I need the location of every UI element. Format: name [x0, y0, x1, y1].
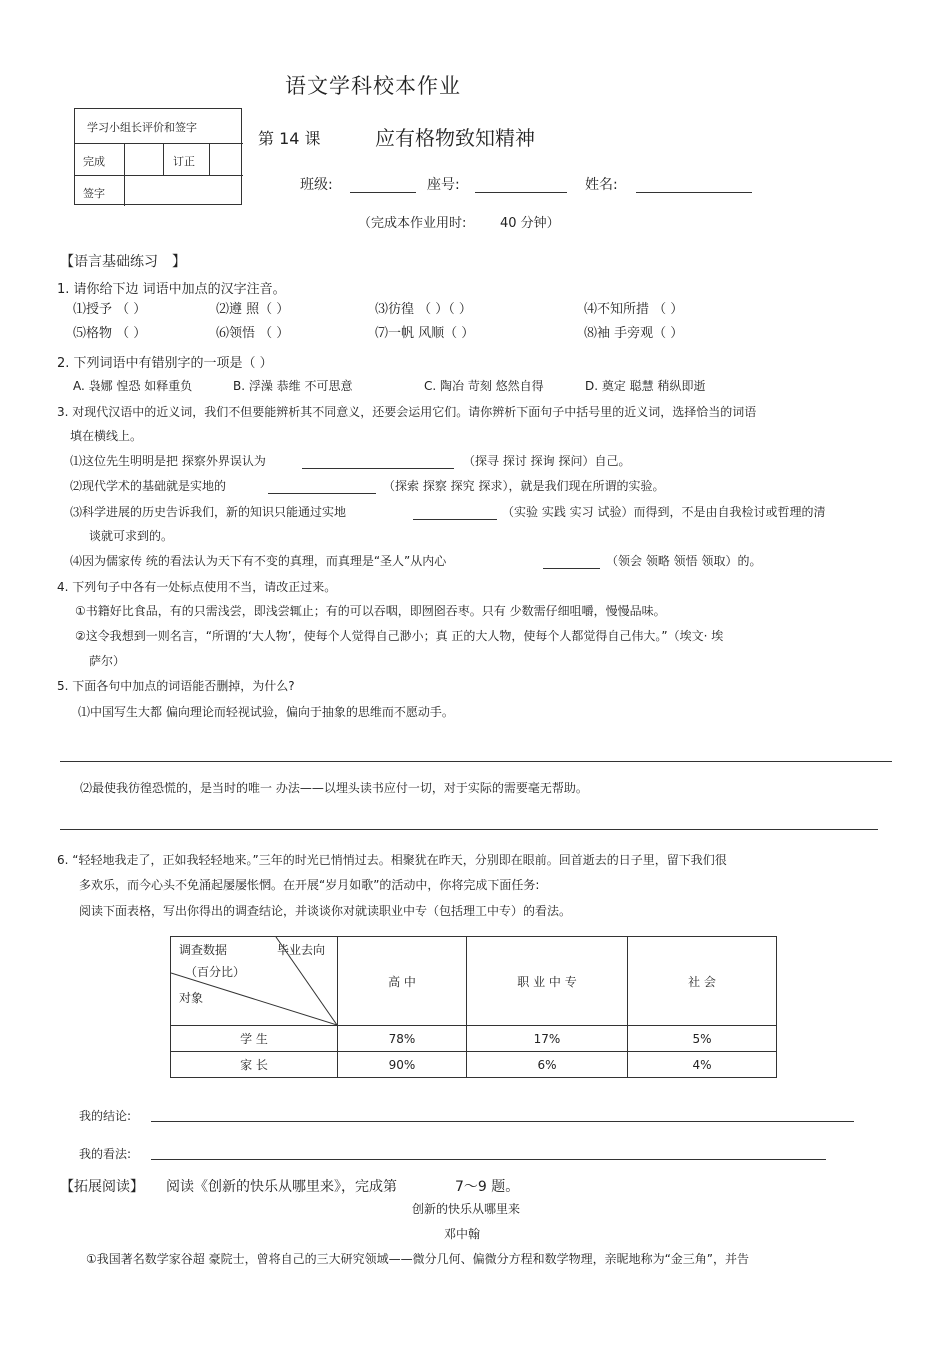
survey-table: [170, 936, 777, 1078]
q3-sentence3-b: （实验 实践 实习 试验）而得到，不是由自我检讨或哲理的清: [502, 505, 826, 519]
q5-sentence2: ⑵最使我彷徨恐慌的，是当时的唯一 办法——以埋头读书应付一切，对于实际的需要毫无帮助。: [80, 781, 588, 795]
q3-sentence3-c: 谈就可求到的。: [89, 529, 174, 543]
table-row-label: 家 长: [171, 1052, 338, 1078]
seat-field[interactable]: [475, 192, 567, 193]
conclusion-label: 我的结论:: [79, 1109, 132, 1123]
reading-instruction-b: 7～9 题。: [455, 1179, 520, 1195]
name-label: 姓名:: [585, 177, 618, 193]
q3-sentence3-a: ⑶科学进展的历史告诉我们，新的知识只能通过实地: [70, 505, 347, 519]
q4-sentence2: ②这令我想到一则名言，“所谓的‘大人物’，使每个人觉得自己渺小；真 正的大人物，使每个人都觉得自己伟大。”（埃文· 埃: [75, 629, 724, 643]
q4-sentence2-end: 萨尔）: [89, 654, 126, 668]
q2-option-b[interactable]: B. 浮澡 恭维 不可思意: [233, 379, 353, 393]
q1-item: ⑻袖 手旁观（ ）: [584, 326, 684, 341]
q3-blank-2[interactable]: [268, 493, 376, 494]
q3-blank-1[interactable]: [302, 468, 454, 469]
opinion-field[interactable]: [151, 1159, 826, 1160]
table-cell: 78%: [338, 1026, 467, 1052]
q6-line2: 多欢乐，而今心头不免涌起屡屡怅惘。在开展“岁月如歌”的活动中，你将完成下面任务:: [79, 878, 540, 892]
table-cell: 90%: [338, 1052, 467, 1078]
name-field[interactable]: [636, 192, 752, 193]
q3-prompt-line2: 填在横线上。: [70, 429, 143, 443]
section-heading-basics: 【语言基础练习 】: [60, 254, 186, 270]
table-header-cell: 职 业 中 专: [467, 937, 628, 1026]
q1-item: ⑵遵 照（ ）: [216, 302, 290, 317]
q2-option-a[interactable]: A. 袅娜 惶恐 如释重负: [73, 379, 193, 393]
table-cell: 4%: [628, 1052, 777, 1078]
class-label: 班级:: [300, 177, 333, 193]
q1-item: ⑺一帆 风顺（ ）: [375, 326, 475, 341]
q2-option-d[interactable]: D. 奠定 聪慧 稍纵即逝: [585, 379, 706, 393]
q4-prompt: 4. 下列句子中各有一处标点使用不当，请改正过来。: [57, 580, 337, 594]
q5-answer-line-2[interactable]: [60, 829, 878, 830]
article-paragraph-1: ①我国著名数学家谷超 豪院士，曾将自己的三大研究领域——微分几何、偏微分方程和数学物理，亲昵地称为“金三角”，并告: [86, 1252, 750, 1266]
time-note-prefix: （完成本作业用时:: [358, 216, 467, 231]
q1-prompt: 1. 请你给下边 词语中加点的汉字注音。: [57, 282, 286, 297]
q5-prompt: 5. 下面各句中加点的词语能否删掉，为什么?: [57, 679, 295, 693]
lesson-title: 应有格物致知精神: [375, 126, 535, 150]
q3-blank-3[interactable]: [413, 519, 497, 520]
table-header-cell: 社 会: [628, 937, 777, 1026]
q3-blank-4[interactable]: [543, 568, 600, 569]
q3-sentence4-a: ⑷因为儒家传 统的看法认为天下有不变的真理，而真理是“圣人”从内心: [70, 554, 447, 568]
table-row-label: 学 生: [171, 1026, 338, 1052]
eval-complete-label: 完成: [83, 155, 105, 168]
q1-item: ⑴授予 （ ）: [73, 302, 147, 317]
section-heading-reading: 【拓展阅读】: [60, 1179, 144, 1195]
eval-box-title: 学习小组长评价和签字: [87, 121, 197, 134]
page-title: 语文学科校本作业: [285, 74, 461, 98]
reading-instruction-a: 阅读《创新的快乐从哪里来》，完成第: [166, 1179, 397, 1195]
table-corner-cell: [171, 937, 338, 1026]
q3-prompt-line1: 3. 对现代汉语中的近义词，我们不但要能辨析其不同意义，还要会运用它们。请你辨析下面句子中括号里的近义词，选择恰当的词语: [57, 405, 757, 419]
q2-option-c[interactable]: C. 陶冶 苛刻 悠然自得: [424, 379, 544, 393]
q3-sentence2-b: （探索 探察 探究 探求），就是我们现在所谓的实验。: [383, 479, 665, 493]
corner-label-subject: 对象: [179, 991, 204, 1005]
q1-item: ⑶彷徨 （ ）（ ）: [375, 302, 472, 317]
lesson-number: 第 14 课: [258, 129, 321, 148]
opinion-label: 我的看法:: [79, 1147, 132, 1161]
q1-item: ⑹领悟 （ ）: [216, 326, 290, 341]
conclusion-field[interactable]: [151, 1121, 854, 1122]
q1-item: ⑷不知所措 （ ）: [584, 302, 684, 317]
article-author: 邓中翰: [444, 1227, 481, 1241]
evaluation-box: [74, 108, 242, 205]
table-row: [171, 1026, 777, 1052]
table-cell: 17%: [467, 1026, 628, 1052]
q3-sentence2-a: ⑵现代学术的基础就是实地的: [70, 479, 227, 493]
table-header-cell: 高 中: [338, 937, 467, 1026]
q5-answer-line-1[interactable]: [60, 761, 892, 762]
q4-sentence1: ①书籍好比食品，有的只需浅尝，即浅尝辄止；有的可以吞咽，即囫囵吞枣。只有 少数需仔细咀嚼，慢慢品味。: [75, 604, 666, 618]
corner-label-destination: 毕业去向: [277, 943, 326, 957]
eval-sign-label: 签字: [83, 187, 105, 200]
table-cell: 5%: [628, 1026, 777, 1052]
q3-sentence1-a: ⑴这位先生明明是把 探察外界误认为: [70, 454, 266, 468]
eval-correct-label: 订正: [173, 155, 195, 168]
q1-item: ⑸格物 （ ）: [73, 326, 147, 341]
q2-prompt: 2. 下列词语中有错别字的一项是（ ）: [57, 356, 273, 371]
time-note-minutes: 40 分钟）: [500, 216, 560, 231]
q6-line1: 6. “轻轻地我走了，正如我轻轻地来。”三年的时光已悄悄过去。相聚犹在昨天，分别即在眼前。回首逝去的日子里，留下我们很: [57, 853, 727, 867]
q3-sentence1-b: （探寻 探讨 探询 探问）自己。: [463, 454, 631, 468]
seat-label: 座号:: [427, 177, 460, 193]
corner-label-data: 调查数据: [179, 943, 228, 957]
table-row: [171, 1052, 777, 1078]
table-cell: 6%: [467, 1052, 628, 1078]
class-field[interactable]: [350, 192, 416, 193]
q3-sentence4-b: （领会 领略 领悟 领取）的。: [606, 554, 762, 568]
q5-sentence1: ⑴中国写生大都 偏向理论而轻视试验，偏向于抽象的思维而不愿动手。: [78, 705, 454, 719]
corner-label-percent: （百分比）: [185, 965, 246, 979]
q6-line3: 阅读下面表格，写出你得出的调查结论，并谈谈你对就读职业中专（包括理工中专）的看法。: [79, 904, 572, 918]
article-title: 创新的快乐从哪里来: [412, 1202, 521, 1216]
